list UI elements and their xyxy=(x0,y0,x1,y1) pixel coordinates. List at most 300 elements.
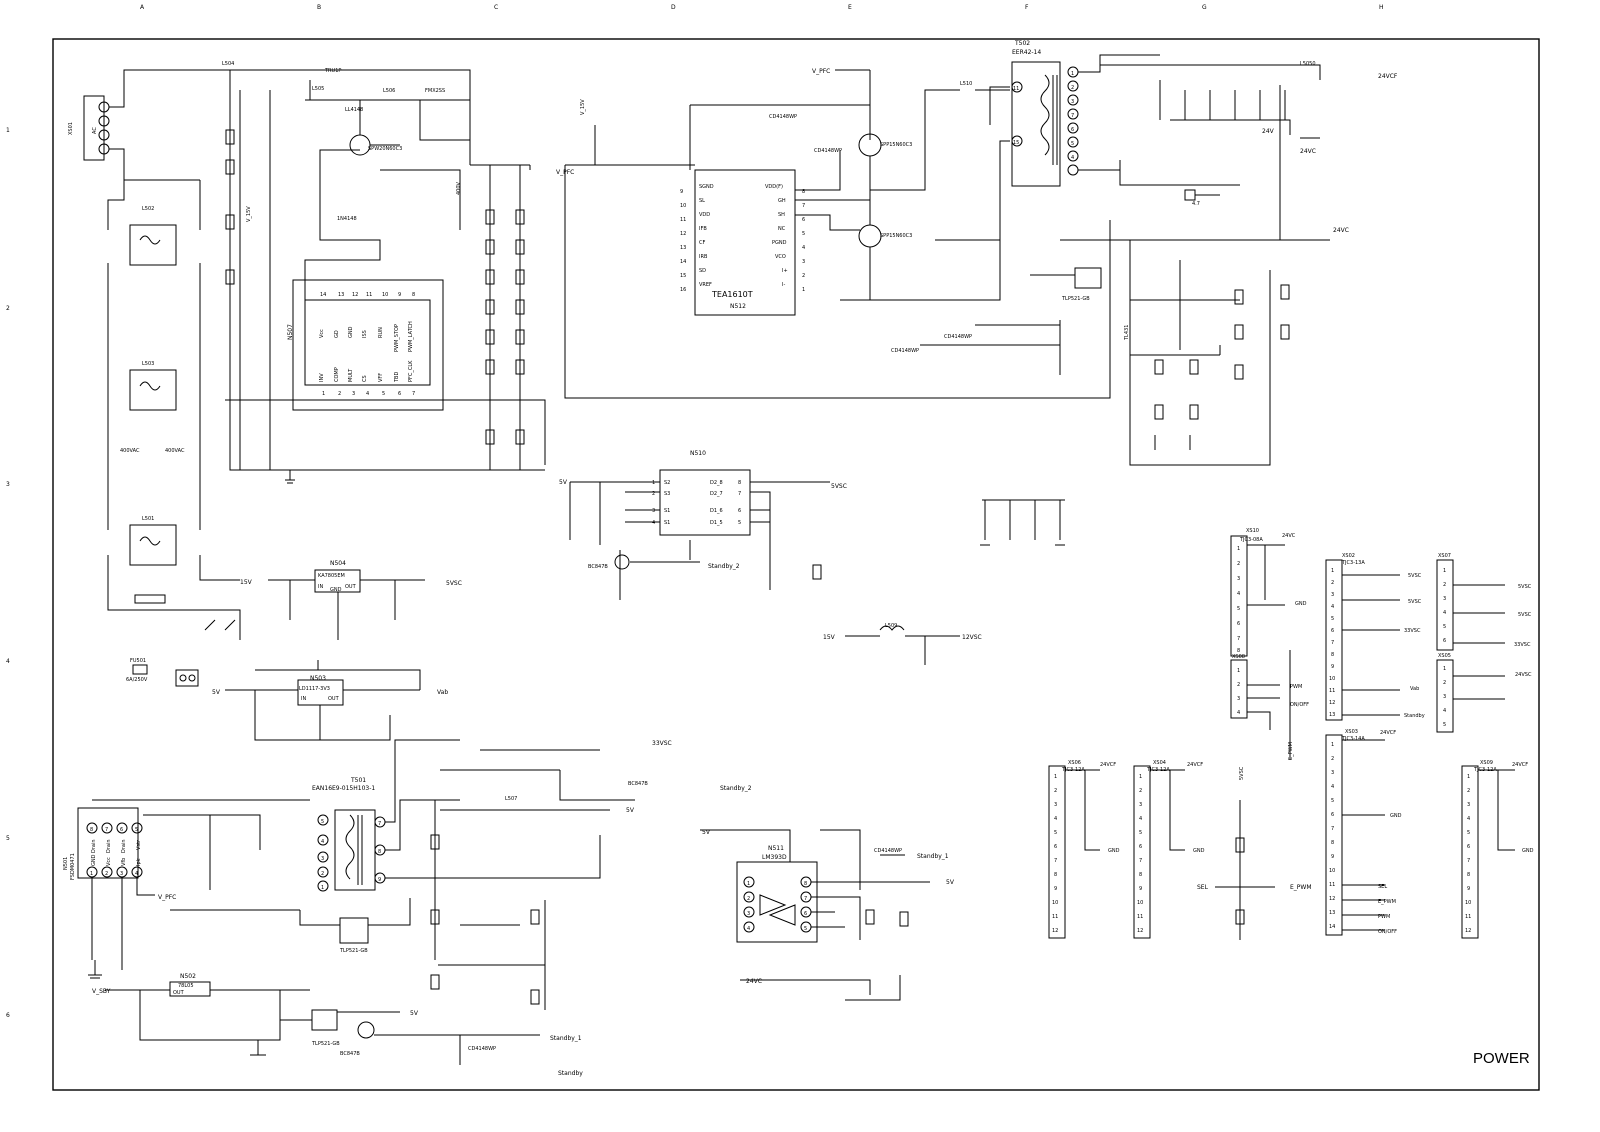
mux-pin-label: D1_6 xyxy=(710,508,723,514)
pfc-pin-label: COMP xyxy=(334,367,340,382)
xs06-pin: 7 xyxy=(1054,858,1058,864)
pfc-pin: 10 xyxy=(382,292,389,298)
xs04-pin: 5 xyxy=(1139,830,1143,836)
n511-ref: N511 xyxy=(768,845,784,852)
xs08-ref: XS08 xyxy=(1232,654,1245,660)
diode-label: CD4148WP xyxy=(944,334,973,340)
xs10-gnd: GND xyxy=(1295,601,1307,607)
tea-pin-number: 3 xyxy=(802,259,806,265)
fet-label: SPP15N60C3 xyxy=(880,233,913,239)
net-label-15v: 15V xyxy=(823,634,835,641)
net-label-5vsc: 5VSC xyxy=(1239,766,1245,780)
ic-n510-body xyxy=(660,470,750,535)
net-label-5v: 5V xyxy=(702,829,710,836)
n501-pin-label: Ipk xyxy=(136,858,142,866)
xs02-label: Standby xyxy=(1404,713,1425,719)
choke-l501 xyxy=(130,525,176,565)
xs04-net: 24VCF xyxy=(1187,762,1204,768)
n501-pin-label: Drain xyxy=(91,839,97,853)
tea-pin-number: 13 xyxy=(680,245,687,251)
xs09-pin: 3 xyxy=(1467,802,1471,808)
tea-pin-number: 6 xyxy=(802,217,806,223)
net-label-v-pfc: V_PFC xyxy=(556,169,575,176)
t501-ref: T501 xyxy=(351,777,367,784)
xs06-net: 24VCF xyxy=(1100,762,1117,768)
bulk-cap-rating: 400VAC xyxy=(120,448,140,454)
xs02-label: Vab xyxy=(1410,686,1420,692)
net-label-5vsc: 5VSC xyxy=(446,580,462,587)
xs03-net: 24VCF xyxy=(1380,730,1397,736)
pfc-pin: 13 xyxy=(338,292,345,298)
xs06-type: TJC3-12A xyxy=(1062,767,1085,773)
lm393-pin: 6 xyxy=(804,911,808,917)
mux-pin: 2 xyxy=(652,491,656,497)
fuse-fu501 xyxy=(133,665,147,674)
xs03-label: E_PWM xyxy=(1378,899,1396,905)
xs02-pin: 4 xyxy=(1331,604,1335,610)
xs04-gnd: GND xyxy=(1193,848,1205,854)
xs06-pin: 11 xyxy=(1052,914,1059,920)
tea-pin-label: CF xyxy=(699,240,706,246)
xs06-pin: 4 xyxy=(1054,816,1058,822)
xs08-pin: 3 xyxy=(1237,696,1241,702)
xs04-pin: 8 xyxy=(1139,872,1143,878)
xs02-pin: 12 xyxy=(1329,700,1336,706)
net-label-24vc: 24VC xyxy=(1333,227,1349,234)
resistor-label: 4.7 xyxy=(1192,201,1200,207)
n504-ref: N504 xyxy=(330,560,346,567)
xs06-ref: XS06 xyxy=(1068,760,1081,766)
t502-name: EER42-14 xyxy=(1012,49,1042,56)
fuse-value: 6A/250V xyxy=(126,677,148,683)
tea1610-ref: N512 xyxy=(730,303,746,310)
lm393-pin: 4 xyxy=(747,926,751,932)
diode-label: LL4148 xyxy=(345,107,364,113)
net-label-v-pfc: V_PFC xyxy=(812,68,831,75)
xs08-pin: 4 xyxy=(1237,710,1241,716)
xs02-label: 33VSC xyxy=(1404,628,1421,634)
tea-pin-label: SH xyxy=(778,212,785,218)
net-label-24v: 24V xyxy=(1262,128,1274,135)
net-label-5v: 5V xyxy=(410,1010,418,1017)
xs10-pin: 6 xyxy=(1237,621,1241,627)
t501-pin: 7 xyxy=(378,821,382,827)
xs09-pin: 2 xyxy=(1467,788,1471,794)
net-label-5v: 5V xyxy=(946,879,954,886)
xs07-ref: XS07 xyxy=(1438,553,1451,559)
diode-label: CD4148WP xyxy=(769,114,798,120)
tea-pin-label: VREF xyxy=(699,282,712,288)
mux-pin-label: D2_7 xyxy=(710,491,723,497)
t502-pin: 6 xyxy=(1071,127,1075,133)
tea-pin-number: 1 xyxy=(802,287,806,293)
xs03-pin: 3 xyxy=(1331,770,1335,776)
pfc-pin-label: MULT xyxy=(348,368,354,382)
pfc-pin-label: PFC_CLK xyxy=(408,360,414,382)
opto-label: TLP521-GB xyxy=(312,1041,340,1047)
pfc-pin: 1 xyxy=(322,391,326,397)
xs08-pin: 2 xyxy=(1237,682,1241,688)
grid-column-label: D xyxy=(671,4,676,11)
opto-label: TLP521-GB xyxy=(1062,296,1090,302)
pfc-pin: 2 xyxy=(338,391,342,397)
choke-ref: L503 xyxy=(142,361,155,367)
xs10-pin: 3 xyxy=(1237,576,1241,582)
n501-pin: 3 xyxy=(120,871,124,877)
n501-pin: 4 xyxy=(135,871,139,877)
net-label-sel: SEL xyxy=(1197,884,1208,891)
n503-name: LD1117-3V3 xyxy=(299,686,330,692)
t502-pin: 3 xyxy=(1071,99,1075,105)
diode-label: CD4148WP xyxy=(468,1046,497,1052)
t502-pin: 1 xyxy=(1071,71,1075,77)
xs03-label: GND xyxy=(1390,813,1402,819)
xs07-pin: 2 xyxy=(1443,582,1447,588)
xs02-type: TJC3-13A xyxy=(1342,560,1365,566)
xs02-pin: 13 xyxy=(1329,712,1336,718)
transistor-v501 xyxy=(615,555,629,569)
grid-column-label: H xyxy=(1379,4,1384,11)
diode-label: CD4148WP xyxy=(874,848,903,854)
n501-pin: 8 xyxy=(90,827,94,833)
n504-in: IN xyxy=(318,584,324,590)
xs07-label: 33VSC xyxy=(1514,642,1531,648)
t501-pin: 3 xyxy=(321,856,325,862)
xs09-pin: 9 xyxy=(1467,886,1471,892)
xs06-gnd: GND xyxy=(1108,848,1120,854)
t502-pin: 11 xyxy=(1013,86,1020,92)
mux-pin: 3 xyxy=(652,508,656,514)
t501-pin: 9 xyxy=(378,877,382,883)
mux-pin-label: S1 xyxy=(664,508,671,514)
ac-label: AC xyxy=(92,127,98,134)
xs03-pin: 14 xyxy=(1329,924,1336,930)
cap-rating: 400V xyxy=(456,182,462,195)
wire-line xyxy=(109,70,470,165)
lm393-pin: 2 xyxy=(747,896,751,902)
xs06-pin: 2 xyxy=(1054,788,1058,794)
xs02-pin: 1 xyxy=(1331,568,1335,574)
fet-label: SPP15N60C3 xyxy=(880,142,913,148)
xs06-pin: 8 xyxy=(1054,872,1058,878)
xs04-pin: 2 xyxy=(1139,788,1143,794)
net-label-5v: 5V xyxy=(559,479,567,486)
grid-column-label: B xyxy=(317,4,322,11)
xs06-pin: 10 xyxy=(1052,900,1059,906)
xs10-pin: 7 xyxy=(1237,636,1241,642)
xs06-pin: 12 xyxy=(1052,928,1059,934)
pfc-pin-label: RUN xyxy=(378,327,384,338)
net-label-24vcf: 24VCF xyxy=(1378,73,1398,80)
connector-xs03 xyxy=(1326,735,1342,935)
diode-label: CD4148WP xyxy=(814,148,843,154)
xs04-pin: 10 xyxy=(1137,900,1144,906)
n501-pin-label: Vfb xyxy=(121,857,127,866)
grid-row-label: 5 xyxy=(6,835,10,842)
grid-column-label: F xyxy=(1025,4,1029,11)
net-label-standby-1: Standby_1 xyxy=(550,1035,582,1042)
tea-pin-label: IFB xyxy=(699,226,707,232)
xs06-pin: 9 xyxy=(1054,886,1058,892)
pfc-pin: 6 xyxy=(398,391,402,397)
xs03-label: SEL xyxy=(1378,884,1388,890)
diode-label: 1N4148 xyxy=(337,216,357,222)
pfc-pin: 5 xyxy=(382,391,386,397)
pfc-pin: 3 xyxy=(352,391,356,397)
pfc-pin: 12 xyxy=(352,292,359,298)
xs09-pin: 5 xyxy=(1467,830,1471,836)
inductor-label: L507 xyxy=(505,796,518,802)
pfc-pin-label: GD xyxy=(334,330,340,338)
inductor-label: L510 xyxy=(960,81,973,87)
xs02-label: 5VSC xyxy=(1408,573,1422,579)
tea-pin-label: SGND xyxy=(699,184,714,190)
mux-pin-label: D2_8 xyxy=(710,480,723,486)
net-label-24vc: 24VC xyxy=(746,978,762,985)
tea-pin-number: 2 xyxy=(802,273,806,279)
diode-label: TRU1P xyxy=(325,68,342,74)
n503-ref: N503 xyxy=(310,675,326,682)
pfc-pin: 8 xyxy=(412,292,416,298)
xs09-type: TJC3-12A xyxy=(1474,767,1497,773)
mux-pin: 7 xyxy=(738,491,742,497)
tea1610-name: TEA1610T xyxy=(712,290,753,299)
tea-pin-label: PGND xyxy=(772,240,787,246)
xs04-pin: 1 xyxy=(1139,774,1143,780)
pfc-pin: 4 xyxy=(366,391,370,397)
tea-pin-label: NC xyxy=(778,226,786,232)
net-label-v-pfc: V_PFC xyxy=(158,894,177,901)
pfc-pin-label: CS xyxy=(362,375,368,382)
xs02-label: 5VSC xyxy=(1408,599,1422,605)
net-label-e-pwm: E_PWM xyxy=(1288,742,1294,760)
xs02-pin: 9 xyxy=(1331,664,1335,670)
n501-pin-label: GND xyxy=(91,854,97,866)
xs03-type: TJC3-14A xyxy=(1342,736,1365,742)
xs02-pin: 11 xyxy=(1329,688,1336,694)
xs09-pin: 12 xyxy=(1465,928,1472,934)
grid-column-label: G xyxy=(1202,4,1207,11)
xs03-pin: 7 xyxy=(1331,826,1335,832)
xs05-pin: 4 xyxy=(1443,708,1447,714)
n502-out: OUT xyxy=(173,990,184,996)
choke-ref: L504 xyxy=(222,61,235,67)
xs07-pin: 5 xyxy=(1443,624,1447,630)
n503-out: OUT xyxy=(328,696,339,702)
n507-ref: N507 xyxy=(287,324,294,340)
xs07-pin: 6 xyxy=(1443,638,1447,644)
xs05-pin: 2 xyxy=(1443,680,1447,686)
net-label-v-15v: V_15V xyxy=(246,206,252,222)
n504-name: KA7805EM xyxy=(318,573,345,579)
xs10-pin: 8 xyxy=(1237,648,1241,654)
xs04-pin: 6 xyxy=(1139,844,1143,850)
tl431-label: TL431 xyxy=(1124,324,1130,340)
pfc-pin-label: TBD xyxy=(394,371,400,382)
pfc-pin: 11 xyxy=(366,292,373,298)
tea-pin-label: VDD(F) xyxy=(765,184,783,190)
xs10-net: 24VC xyxy=(1282,533,1296,539)
t502-pin: 2 xyxy=(1071,85,1075,91)
xs03-pin: 6 xyxy=(1331,812,1335,818)
xs05-ref: XS05 xyxy=(1438,653,1451,659)
n501-pin-label: Drain xyxy=(106,839,112,853)
xs03-pin: 9 xyxy=(1331,854,1335,860)
n510-ref: N510 xyxy=(690,450,706,457)
tea-pin-number: 5 xyxy=(802,231,806,237)
xs05-pin: 1 xyxy=(1443,666,1447,672)
xs08-pin: 1 xyxy=(1237,668,1241,674)
n501-pin-label: Vcc xyxy=(106,857,112,866)
net-label-v-15v: V_15V xyxy=(580,99,586,115)
tea-pin-label: I+ xyxy=(782,268,788,274)
net-label-standby: Standby xyxy=(558,1070,583,1077)
xs06-pin: 5 xyxy=(1054,830,1058,836)
inductor-label: L5050 xyxy=(1300,61,1316,67)
lm393-pin: 7 xyxy=(804,896,808,902)
inductor-label: L506 xyxy=(383,88,396,94)
mux-pin: 5 xyxy=(738,520,742,526)
xs04-pin: 4 xyxy=(1139,816,1143,822)
xs09-pin: 7 xyxy=(1467,858,1471,864)
xs09-pin: 1 xyxy=(1467,774,1471,780)
mux-pin: 1 xyxy=(652,480,656,486)
tea-pin-number: 14 xyxy=(680,259,687,265)
tea-pin-number: 12 xyxy=(680,231,687,237)
xs02-pin: 8 xyxy=(1331,652,1335,658)
xs03-pin: 5 xyxy=(1331,798,1335,804)
tea-pin-number: 7 xyxy=(802,203,806,209)
xs09-pin: 11 xyxy=(1465,914,1472,920)
mosfet-label: SPW20N60C3 xyxy=(368,146,403,152)
mux-pin-label: D1_5 xyxy=(710,520,723,526)
wire-line xyxy=(108,180,124,230)
xs04-pin: 11 xyxy=(1137,914,1144,920)
xs10-pin: 2 xyxy=(1237,561,1241,567)
lm393-pin: 5 xyxy=(804,926,808,932)
transistor-label: BC847B xyxy=(588,564,608,570)
t501-pin: 4 xyxy=(321,839,325,845)
xs02-ref: XS02 xyxy=(1342,553,1355,559)
n501-pin: 7 xyxy=(105,827,109,833)
choke-ref: L502 xyxy=(142,206,155,212)
n501-pin: 1 xyxy=(90,871,94,877)
opto-feedback xyxy=(1075,268,1101,288)
t501-pin: 5 xyxy=(321,819,325,825)
xs02-pin: 2 xyxy=(1331,580,1335,586)
t501-pin: 8 xyxy=(378,849,382,855)
xs07-label: 5VSC xyxy=(1518,584,1532,590)
t502-pin: 7 xyxy=(1071,113,1075,119)
xs03-pin: 1 xyxy=(1331,742,1335,748)
pfc-pin: 7 xyxy=(412,391,416,397)
tea-pin-number: 15 xyxy=(680,273,687,279)
n502-name: 78L05 xyxy=(178,983,194,989)
tea-pin-number: 4 xyxy=(802,245,806,251)
xs03-pin: 2 xyxy=(1331,756,1335,762)
xs09-pin: 10 xyxy=(1465,900,1472,906)
xs06-pin: 6 xyxy=(1054,844,1058,850)
xs03-label: ON/OFF xyxy=(1378,929,1398,935)
lm393-pin: 1 xyxy=(747,881,751,887)
xs03-pin: 11 xyxy=(1329,882,1336,888)
pfc-pin-label: Vcc xyxy=(319,329,325,338)
mux-pin: 6 xyxy=(738,508,742,514)
lm393-pin: 3 xyxy=(747,911,751,917)
n501-name: FSDM0471 xyxy=(70,853,76,880)
xs07-label: 5VSC xyxy=(1518,612,1532,618)
xs09-ref: XS09 xyxy=(1480,760,1493,766)
tea-pin-label: GH xyxy=(778,198,786,204)
grid-row-label: 1 xyxy=(6,127,10,134)
n501-pin: 5 xyxy=(135,827,139,833)
xs02-pin: 3 xyxy=(1331,592,1335,598)
pfc-pin-label: VFF xyxy=(378,372,384,382)
grid-row-label: 3 xyxy=(6,481,10,488)
tea-pin-label: IRB xyxy=(699,254,708,260)
choke-l502 xyxy=(130,225,176,265)
xs09-gnd: GND xyxy=(1522,848,1534,854)
n501-pin-label: Drain xyxy=(121,839,127,853)
xs08-label: PWM xyxy=(1290,684,1303,690)
net-label-5v: 5V xyxy=(212,689,220,696)
tea-pin-number: 8 xyxy=(802,189,806,195)
n501-pin: 2 xyxy=(105,871,109,877)
xs09-pin: 8 xyxy=(1467,872,1471,878)
grid-row-label: 4 xyxy=(6,658,10,665)
net-label-vab: Vab xyxy=(437,689,449,696)
xs03-pin: 12 xyxy=(1329,896,1336,902)
xs06-pin: 1 xyxy=(1054,774,1058,780)
net-label-standby-2: Standby_2 xyxy=(708,563,740,570)
xs10-pin: 5 xyxy=(1237,606,1241,612)
tea-pin-label: VCO xyxy=(775,254,786,260)
t501-name: EAN16E9-015H103-1 xyxy=(312,785,376,792)
xs05-pin: 3 xyxy=(1443,694,1447,700)
xs03-ref: XS03 xyxy=(1345,729,1358,735)
mux-pin-label: S2 xyxy=(664,480,671,486)
transistor-label: BC847B xyxy=(340,1051,360,1057)
page-title: POWER xyxy=(1473,1050,1530,1067)
mux-pin-label: S1 xyxy=(664,520,671,526)
transistor-v503 xyxy=(358,1022,374,1038)
pfc-mosfet xyxy=(350,135,370,155)
xs06-pin: 3 xyxy=(1054,802,1058,808)
xs03-pin: 8 xyxy=(1331,840,1335,846)
net-label-standby-2: Standby_2 xyxy=(720,785,752,792)
n504-out: OUT xyxy=(345,584,356,590)
fuse-ref: FU501 xyxy=(130,658,147,664)
net-label-5v: 5V xyxy=(626,807,634,814)
xs09-net: 24VCF xyxy=(1512,762,1529,768)
n511-name: LM393D xyxy=(762,854,787,861)
xs02-pin: 5 xyxy=(1331,616,1335,622)
xs09-pin: 4 xyxy=(1467,816,1471,822)
mosfet-low xyxy=(859,225,881,247)
xs03-pin: 13 xyxy=(1329,910,1336,916)
grid-row-label: 2 xyxy=(6,305,10,312)
n504-gnd: GND xyxy=(330,587,342,593)
xs01-ref: XS01 xyxy=(68,122,74,135)
opto-label: TLP521-GB xyxy=(340,948,368,954)
n503-in: IN xyxy=(301,696,307,702)
xs04-pin: 3 xyxy=(1139,802,1143,808)
pfc-pin: 14 xyxy=(320,292,327,298)
xs10-pin: 1 xyxy=(1237,546,1241,552)
xs04-pin: 7 xyxy=(1139,858,1143,864)
xs04-pin: 9 xyxy=(1139,886,1143,892)
xs04-ref: XS04 xyxy=(1153,760,1166,766)
